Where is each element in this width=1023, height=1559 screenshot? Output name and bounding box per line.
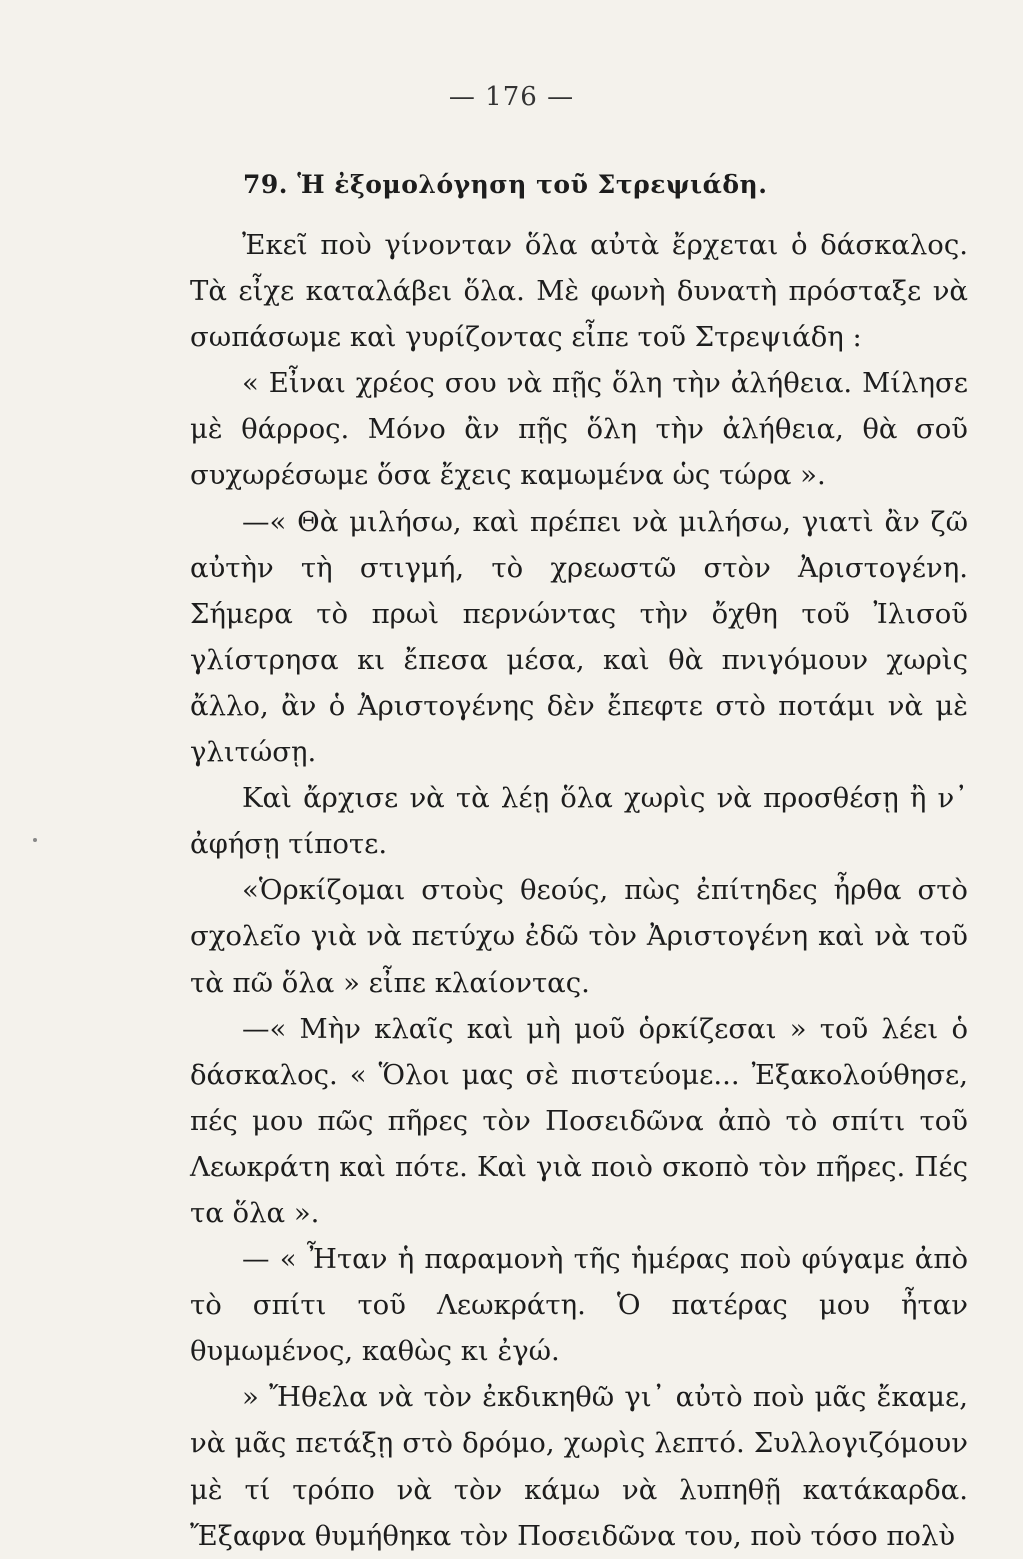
- paragraph: Ἐκεῖ ποὺ γίνονταν ὅλα αὐτὰ ἔρχεται ὁ δάσκαλος. Τὰ εἶχε καταλάβει ὅλα. Μὲ φωνὴ δυνατὴ πρόσταξε νὰ σωπάσωμε καὶ γυρίζοντας εἶπε τοῦ Στρεψιάδη :: [190, 229, 968, 354]
- paragraph: « Εἶναι χρέος σου νὰ πῇς ὅλη τὴν ἀλήθεια. Μίλησε μὲ θάρρος. Μόνο ἂν πῇς ὅλη τὴν ἀλήθεια, θὰ σοῦ συχωρέσωμε ὅσα ἔχεις καμωμένα ὡς τώρα ».: [190, 367, 968, 492]
- paragraph: —« Μὴν κλαῖς καὶ μὴ μοῦ ὁρκίζεσαι » τοῦ λέει ὁ δάσκαλος. « Ὅλοι μας σὲ πιστεύομε... Ἐξακολούθησε, πές μου πῶς πῆρες τὸν Ποσειδῶνα ἀπὸ τὸ σπίτι τοῦ Λεωκράτη καὶ πότε. Καὶ γιὰ ποιὸ σκοπὸ τὸν πῆρες. Πές τα ὅλα ».: [190, 1012, 968, 1229]
- paragraph: —« Θὰ μιλήσω, καὶ πρέπει νὰ μιλήσω, γιατὶ ἂν ζῶ αὐτὴν τὴ στιγμή, τὸ χρεωστῶ στὸν Ἀριστογένη. Σήμερα τὸ πρωὶ περνώντας τὴν ὄχθη τοῦ Ἰλισοῦ γλίστρησα κι ἔπεσα μέσα, καὶ θὰ πνιγόμουν χωρὶς ἄλλο, ἂν ὁ Ἀριστογένης δὲν ἔπεφτε στὸ ποτάμι νὰ μὲ γλιτώσῃ.: [190, 505, 968, 769]
- paragraph: «Ὁρκίζομαι στοὺς θεούς, πὼς ἐπίτηδες ἦρθα στὸ σχολεῖο γιὰ νὰ πετύχω ἐδῶ τὸν Ἀριστογένη καὶ νὰ τοῦ τὰ πῶ ὅλα » εἶπε κλαίοντας.: [190, 874, 968, 999]
- paragraph: » Ἤθελα νὰ τὸν ἐκδικηθῶ γι᾽ αὐτὸ ποὺ μᾶς ἔκαμε, νὰ μᾶς πετάξῃ στὸ δρόμο, χωρὶς λεπτό. Συλλογιζόμουν μὲ τί τρόπο νὰ τὸν κάμω νὰ λυπηθῇ κατάκαρδα. Ἔξαφνα θυμήθηκα τὸν Ποσειδῶνα του, ποὺ τόσο πολὺ: [190, 1381, 968, 1552]
- chapter-title: 79. Ἡ ἐξομολόγηση τοῦ Στρεψιάδη.: [243, 170, 768, 199]
- body-text: [190, 222, 968, 1559]
- paragraph: — « Ἦταν ἡ παραμονὴ τῆς ἡμέρας ποὺ φύγαμε ἀπὸ τὸ σπίτι τοῦ Λεωκράτη. Ὁ πατέρας μου ἦταν θυμωμένος, καθὼς κι ἐγώ.: [190, 1243, 968, 1368]
- margin-speck: [33, 838, 37, 842]
- paragraph: Καὶ ἄρχισε νὰ τὰ λέῃ ὅλα χωρὶς νὰ προσθέσῃ ἢ ν᾽ ἀφήσῃ τίποτε.: [190, 782, 968, 861]
- page-number: — 176 —: [448, 82, 575, 112]
